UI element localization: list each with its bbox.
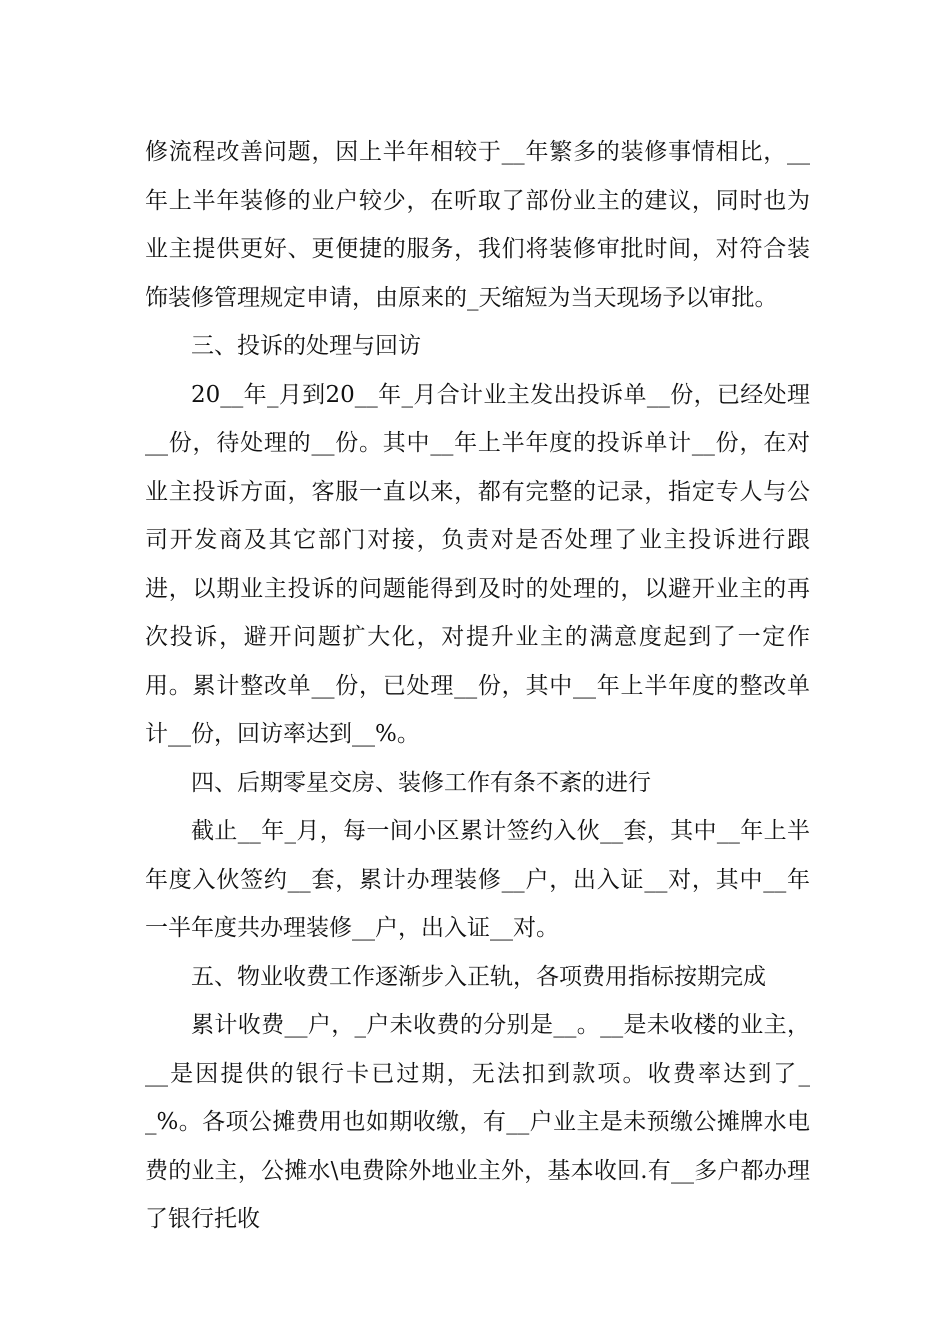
document-body <box>145 128 810 1244</box>
paragraph-fee-statistics: 累计收费__户，_户未收费的分别是__。__是未收楼的业主，__是因提供的银行卡已过期，无法扣到款项。收费率达到了__%。各项公摊费用也如期收缴，有__户业主是未预缴公摊牌水电费的业主，公摊水\电费除外地业主外，基本收回.有__多户都办理了银行托收 <box>145 1012 810 1232</box>
heading-complaint-handling: 三、投诉的处理与回访 <box>191 333 421 359</box>
heading-property-fee: 五、物业收费工作逐渐步入正轨，各项费用指标按期完成 <box>191 963 766 990</box>
paragraph-complaint-statistics: 20__年_月到20__年_月合计业主发出投诉单__份，已经处理__份，待处理的__份。其中__年上半年度的投诉单计__份，在对业主投诉方面，客服一直以来，都有完整的记录，指定专人与公司开发商及其它部门对接，负责对是否处理了业主投诉进行跟进，以期业主投诉的问题能得到及时的处理的，以避开业主的再次投诉，避开问题扩大化，对提升业主的满意度起到了一定作用。累计整改单__份，已处理__份，其中__年上半年度的整改单计__份，回访率达到__%。 <box>145 381 810 747</box>
paragraph-renovation-approval: 修流程改善问题，因上半年相较于__年繁多的装修事情相比，__年上半年装修的业户较少，在听取了部份业主的建议，同时也为业主提供更好、更便捷的服务，我们将装修审批时间，对符合装饰装修管理规定申请，由原来的_天缩短为当天现场予以审批。 <box>145 139 810 311</box>
paragraph-handover-statistics: 截止__年_月，每一间小区累计签约入伙__套，其中__年上半年度入伙签约__套，累计办理装修__户，出入证__对，其中__年一半年度共办理装修__户，出入证__对。 <box>145 818 810 941</box>
heading-later-handover: 四、后期零星交房、装修工作有条不紊的进行 <box>191 769 651 796</box>
